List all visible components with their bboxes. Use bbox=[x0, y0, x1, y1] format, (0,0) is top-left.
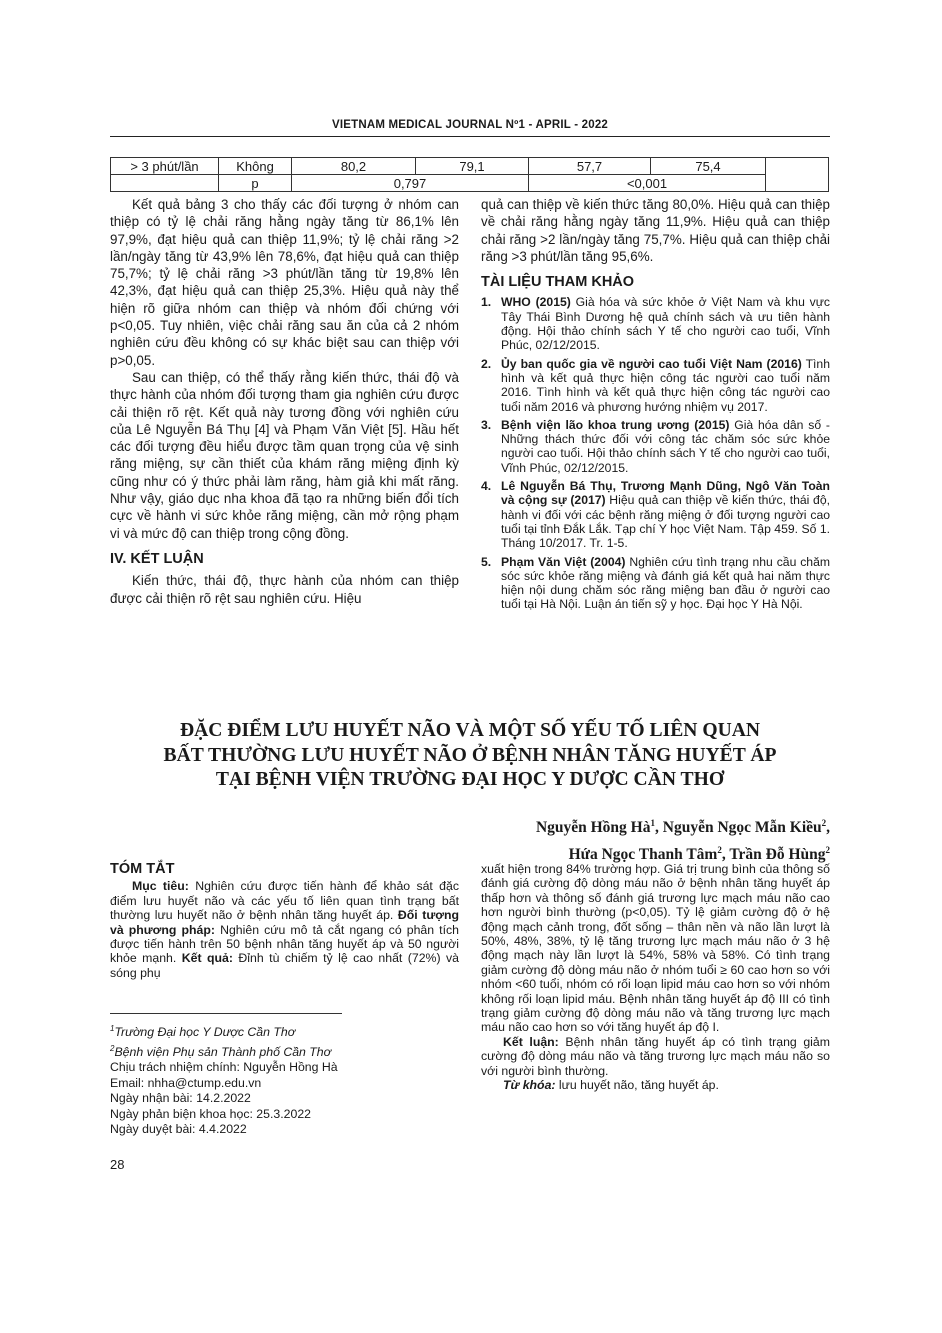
title-line-2: BẤT THƯỜNG LƯU HUYẾT NÃO Ở BỆNH NHÂN TĂNG HUYẾT ÁP bbox=[163, 744, 777, 766]
discussion-paragraph-2: Sau can thiệp, có thể thấy rằng kiến thức, thái độ và thực hành của nhóm đối tượng tham gia nghiên cứu được cải thiện rõ rệt. Kết quả này tương đồng với nghiên cứu của Lê Nguyễn Bá Thụ [4] và Phạm Văn Việt [5]. Hầu hết các đối tượng đều hiểu được tầm quan trọng của vệ sinh răng miệng, sự cần thiết của khám răng miệng định kỳ cũng như có ý thức phải làm răng, hàm giả khi mất răng. Như vậy, giáo dục nha khoa đã tạo ra những biến đổi tích cực về hành vi sức khỏe răng miệng, cần mở rộng phạm vi và mức độ can thiệp trong cộng đồng. bbox=[110, 369, 459, 541]
reference-item bbox=[481, 479, 830, 550]
reference-authors: Bệnh viện lão khoa trung ương (2015) bbox=[501, 417, 730, 432]
table-cell bbox=[766, 158, 829, 192]
reference-text: Hiệu quả can thiệp về kiến thức, thái độ, hành vi đối với các bệnh răng miệng ở đối tượng người cao tuổi tại tỉnh Đắk Lắk. Tạp chí Y học Việt Nam. Tập 459. Số 1. Tháng 10/2017. Tr. 1-5. bbox=[501, 493, 830, 551]
date-reviewed: Ngày phản biện khoa học: 25.3.2022 bbox=[110, 1106, 312, 1121]
discussion-paragraph-1: Kết quả bảng 3 cho thấy các đối tượng ở nhóm can thiệp có tỷ lệ chải răng hằng ngày tăng từ 86,1% lên 97,9%, đạt hiệu quả can thiệp 11,9%; tỷ lệ chải răng >2 lần/ngày tăng từ 43,9% lên 78,6%, đạt hiệu quả can thiệp 75,7%; tỷ lệ chải răng >3 phút/lần tăng từ 19,8% lên 42,3%, đạt hiệu quả can thiệp 25,3%. Hiệu quả này thể hiện rõ giữa nhóm can thiệp và nhóm đối chứng với p<0,05. Tuy nhiên, việc chải răng sau ăn của cả 2 nhóm nghiên cứu đều không có sự khác biệt sau can thiệp với p>0,05. bbox=[110, 197, 459, 368]
abstract-heading: TÓM TẮT bbox=[110, 861, 175, 877]
objective-text: Nghiên cứu được tiến hành để khảo sát đặc điểm lưu huyết não và các yếu tố liên quan tình trạng bất thường lưu huyết não ở bệnh nhân tăng huyết áp. bbox=[110, 879, 459, 923]
page-number: 28 bbox=[110, 1157, 125, 1172]
author-name: Nguyễn Hồng Hà bbox=[535, 819, 651, 837]
label-keywords: Từ khóa: bbox=[503, 1078, 556, 1093]
reference-number: 3. bbox=[481, 417, 492, 432]
label-methods: Đối tượng và phương pháp: bbox=[110, 908, 460, 937]
references-heading: TÀI LIỆU THAM KHẢO bbox=[481, 274, 635, 291]
abstract-keywords bbox=[481, 1078, 830, 1092]
affiliation-text: Trường Đại học Y Dược Cần Thơ bbox=[114, 1025, 296, 1040]
author-name: Trần Đỗ Hùng bbox=[729, 846, 826, 864]
reference-authors: Ủy ban quốc gia về người cao tuổi Việt Nam (2016) bbox=[501, 356, 802, 371]
keywords-text: lưu huyết não, tăng huyết áp. bbox=[555, 1078, 719, 1093]
table-cell: 57,7 bbox=[529, 158, 651, 175]
conclusion-continued: quả can thiệp về kiến thức tăng 80,0%. Hiệu quả can thiệp về chải răng hằng ngày tăng 11,9%. Hiệu quả can thiệp chải răng >2 lần/ngày tăng 75,7%. Hiệu quả can thiệp chải răng >3 phút/lần tăng 95,6%. bbox=[481, 197, 830, 264]
table-cell bbox=[111, 175, 219, 192]
table-cell: p bbox=[219, 175, 292, 192]
table-cell: 0,797 bbox=[292, 175, 529, 192]
reference-number: 2. bbox=[481, 356, 492, 371]
article-title bbox=[110, 719, 830, 793]
reference-authors: Lê Nguyễn Bá Thụ, Trương Mạnh Dũng, Ngô Văn Toàn và cộng sự (2017) bbox=[501, 479, 830, 508]
author-name: Nguyễn Ngọc Mẫn Kiều bbox=[662, 819, 822, 837]
footnotes bbox=[110, 1021, 459, 1138]
table-cell: 80,2 bbox=[292, 158, 416, 175]
reference-text: Già hóa dân số - Những thách thức đối với công tác chăm sóc sức khỏe người cao tuổi. Hội thảo chính sách Y tế cho người cao tuổi, Vĩnh Phúc, 02/12/2015. bbox=[501, 417, 830, 475]
table-3-fragment bbox=[110, 157, 829, 192]
abstract-left-column bbox=[110, 862, 459, 980]
table-cell: > 3 phút/lần bbox=[111, 158, 219, 175]
author-line-1: Nguyễn Hồng $Hà^1$, Nguyễn Ngọc Mẫn Kiều$^2$, bbox=[535, 818, 830, 837]
affiliation-marker: 2 bbox=[821, 818, 827, 828]
section-heading-conclusion: IV. KẾT LUẬN bbox=[110, 550, 204, 567]
table-row bbox=[111, 175, 829, 192]
reference-item bbox=[481, 555, 830, 612]
title-line-1: ĐẶC ĐIỂM LƯU HUYẾT NÃO VÀ MỘT SỐ YẾU TỐ LIÊN QUAN bbox=[179, 720, 761, 741]
abstract-paragraph bbox=[110, 879, 459, 980]
results-text-start: Đỉnh tù chiếm tỷ lệ cao nhất (72%) và sóng phụ bbox=[110, 951, 460, 980]
reference-number: 1. bbox=[481, 295, 492, 310]
methods-text: Nghiên cứu mô tả cắt ngang có phân tích được tiến hành trên 50 bệnh nhân tăng huyết áp và 50 người khỏe mạnh. bbox=[110, 922, 459, 966]
table-cell: 79,1 bbox=[416, 158, 529, 175]
reference-item bbox=[481, 295, 830, 352]
journal-header: VIETNAM MEDICAL JOURNAL Nº1 - APRIL - 2022 bbox=[331, 119, 609, 131]
corresponding-author: Chịu trách nhiệm chính: Nguyễn Hồng Hà bbox=[110, 1060, 338, 1075]
reference-text: Già hóa và sức khỏe ở Việt Nam và khu vực Tây Thái Bình Dương hệ quả chính sách và ưu tiên hành động. Hội thảo chính sách Y tế cho người cao tuổi, Vĩnh Phúc, 02/12/2015. bbox=[501, 295, 830, 353]
date-received: Ngày nhận bài: 14.2.2022 bbox=[110, 1091, 251, 1106]
abstract-right-column bbox=[481, 862, 830, 1093]
conclusion-text: Bệnh nhân tăng huyết áp có tình trạng giảm cường độ dòng máu não và tăng trương lực mạch máu não so với người bình thường. bbox=[481, 1034, 830, 1078]
reference-item bbox=[481, 418, 830, 475]
left-column bbox=[110, 196, 459, 607]
reference-item bbox=[481, 357, 830, 414]
footnote-marker: 2 bbox=[110, 1043, 115, 1053]
affiliation-marker: 1 bbox=[650, 818, 655, 828]
conclusion-paragraph: Kiến thức, thái độ, thực hành của nhóm can thiệp được cải thiện rõ rệt sau nghiên cứu. Hiệu bbox=[110, 573, 459, 606]
reference-number: 5. bbox=[481, 554, 492, 569]
footnote-marker: 1 bbox=[110, 1024, 115, 1033]
label-objective: Mục tiêu: bbox=[132, 879, 189, 894]
author-line-2: Hứa Ngọc Thanh Tâm$^2$, Trần Đỗ Hùng$^2$ bbox=[568, 845, 830, 864]
affiliation-1 bbox=[110, 1021, 459, 1041]
label-conclusion: Kết luận: bbox=[503, 1034, 559, 1049]
right-column bbox=[481, 196, 830, 616]
reference-authors: WHO (2015) bbox=[501, 295, 571, 310]
table-row bbox=[111, 158, 829, 175]
label-results: Kết quả: bbox=[176, 951, 233, 966]
affiliation-text: Bệnh viện Phụ sản Thành phố Cần Thơ bbox=[114, 1044, 332, 1059]
email: Email: nhha@ctump.edu.vn bbox=[110, 1075, 262, 1090]
date-accepted: Ngày duyệt bài: 4.4.2022 bbox=[110, 1122, 247, 1137]
table-cell: 75,4 bbox=[651, 158, 766, 175]
affiliation-2 bbox=[110, 1041, 459, 1061]
table-cell: Không bbox=[219, 158, 292, 175]
affiliation-marker: 2 bbox=[717, 845, 722, 856]
author-name: Hứa Ngọc Thanh Tâm bbox=[568, 846, 718, 864]
affiliation-marker: 2 bbox=[825, 845, 830, 856]
header-divider bbox=[110, 136, 830, 137]
reference-text: Tình hình và kết quả thực hiện công tác người cao tuổi năm 2016. Tình hình và kết quả thực hiện công tác người cao tuổi năm 2016 và phương hướng nhiệm vụ 2017. bbox=[501, 356, 830, 414]
reference-number: 4. bbox=[481, 479, 492, 494]
author-list bbox=[536, 812, 830, 866]
table-cell: <0,001 bbox=[529, 175, 766, 192]
results-text-continued: xuất hiện trong 84% trường hợp. Giá trị trung bình của thông số đánh giá cường độ dòng máu não ở bệnh nhân tăng huyết áp thấp hơn và thông số đánh giá trương lực mạch máu não cao hơn người bình thường (p<0,05). Tỷ lệ giảm cường độ ở hệ động mạch cảnh trong, đốt sống – thân nền và não lần lượt là 50%, 48%, 38%, tỷ lệ tăng trương lực mạch máu não ở 3 hệ động mạch này lần lượt là 54%, 58% và 58%. Có tình trạng giảm cường độ dòng máu não ở nhóm tuổi ≥ 60 cao hơn so với nhóm <60 tuổi, nhóm có rối loạn lipid máu cao hơn so với nhóm không rối loạn lipid máu. Bệnh nhân tăng huyết áp độ III có tình trạng giảm cường độ dòng máu não và tăng trương lực mạch máu não cao hơn so với tăng huyết áp độ I. bbox=[481, 862, 830, 1035]
title-line-3: TẠI BỆNH VIỆN TRƯỜNG ĐẠI HỌC Y DƯỢC CẦN THƠ bbox=[215, 769, 725, 790]
abstract-conclusion bbox=[481, 1035, 830, 1078]
reference-text: Nghiên cứu tình trạng nhu cầu chăm sóc sức khỏe răng miệng và đánh giá kết quả hai năm thực hiện nội dung chăm sóc răng miệng ban đầu ở người cao tuổi tại Hà Nội. Luận án tiến sỹ y học. Đại học Y Hà Nội. bbox=[501, 554, 830, 612]
footnote-divider bbox=[110, 1013, 342, 1014]
reference-authors: Phạm Văn Việt (2004) bbox=[501, 554, 626, 569]
